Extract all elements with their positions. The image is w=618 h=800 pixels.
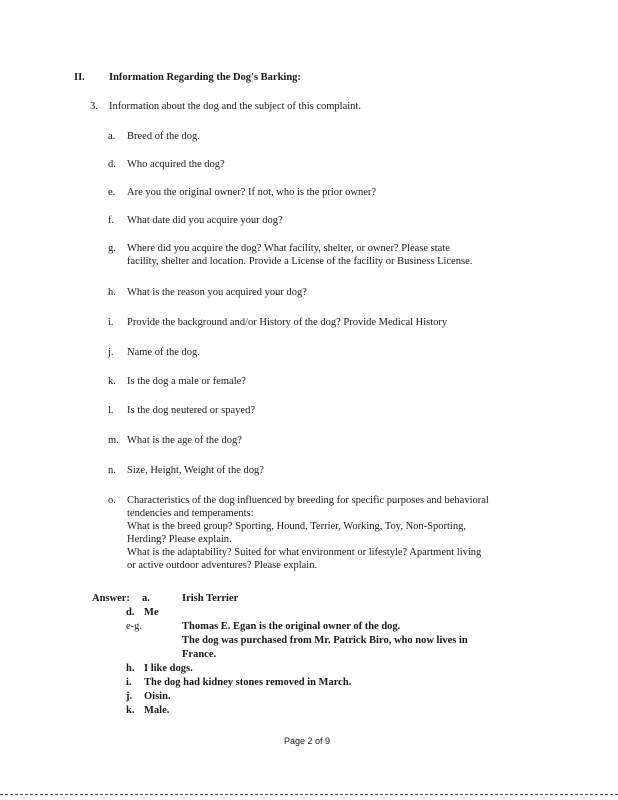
answer-j-letter: j. [126, 691, 133, 702]
question-letter: o. [108, 495, 116, 506]
answer-d-text: Me [144, 607, 159, 618]
question-text-line: Herding? Please explain. [127, 534, 232, 545]
question-text-line: Provide the background and/or History of the dog? Provide Medical History [127, 317, 448, 328]
answer-a-letter: a. [142, 593, 150, 604]
answer-eg-line-2: The dog was purchased from Mr. Patrick Biro, who now lives in [182, 635, 468, 646]
question-letter: a. [108, 131, 116, 142]
question-letter: k. [108, 376, 116, 387]
answer-d-letter: d. [126, 607, 135, 618]
question-text-line: What is the breed group? Sporting, Hound, Terrier, Working, Toy, Non-Sporting, [127, 521, 466, 532]
question-text-line: Where did you acquire the dog? What facility, shelter, or owner? Please state [127, 243, 450, 254]
answer-a-text: Irish Terrier [182, 593, 239, 604]
answer-label: Answer: [92, 593, 130, 604]
question-letter: e. [108, 187, 116, 198]
answer-h-text: I like dogs. [144, 663, 193, 674]
question-letter: d. [108, 159, 116, 170]
question-letter: i. [108, 317, 114, 328]
bottom-divider [0, 794, 618, 795]
question-letter: f. [108, 215, 115, 226]
section-numeral: II. [74, 72, 85, 83]
question-text-line: facility, shelter and location. Provide a License of the facility or Business License. [127, 256, 473, 267]
question-letter: m. [108, 435, 119, 446]
answer-k-text: Male. [144, 705, 170, 716]
question-letter: n. [108, 465, 116, 476]
question-text-line: Are you the original owner? If not, who is the prior owner? [127, 187, 377, 198]
question-text-line: tendencies and temperaments: [127, 508, 254, 519]
question-text-line: What is the reason you acquired your dog? [127, 287, 307, 298]
question-text-line: Is the dog a male or female? [127, 376, 246, 387]
question-text-line: What date did you acquire your dog? [127, 215, 283, 226]
question-text-line: What is the adaptability? Suited for what environment or lifestyle? Apartment living [127, 547, 482, 558]
question-text-line: Name of the dog. [127, 347, 200, 358]
question-letter: l. [108, 405, 114, 416]
item-text: Information about the dog and the subject of this complaint. [109, 101, 361, 112]
answer-j-text: Oisin. [144, 691, 171, 702]
answer-eg-letter: e-g. [126, 621, 143, 632]
question-text-line: What is the age of the dog? [127, 435, 242, 446]
question-text-line: Who acquired the dog? [127, 159, 225, 170]
answer-i-text: The dog had kidney stones removed in March. [144, 677, 352, 688]
question-text-line: Is the dog neutered or spayed? [127, 405, 255, 416]
answer-eg-line-1: Thomas E. Egan is the original owner of the dog. [182, 621, 401, 632]
question-text-line: Size, Height, Weight of the dog? [127, 465, 264, 476]
question-letter: g. [108, 243, 116, 254]
question-letter: h. [108, 287, 116, 298]
answer-h-letter: h. [126, 663, 135, 674]
question-letter: j. [108, 347, 114, 358]
item-number: 3. [90, 101, 98, 112]
question-text-line: Breed of the dog. [127, 131, 200, 142]
answer-eg-line-3: France. [182, 649, 217, 660]
answer-k-letter: k. [126, 705, 135, 716]
question-text-line: Characteristics of the dog influenced by breeding for specific purposes and behavioral [127, 495, 489, 506]
question-text-line: or active outdoor adventures? Please explain. [127, 560, 318, 571]
section-title: Information Regarding the Dog's Barking: [109, 72, 301, 83]
answer-i-letter: i. [126, 677, 132, 688]
page-number: Page 2 of 9 [284, 736, 331, 746]
